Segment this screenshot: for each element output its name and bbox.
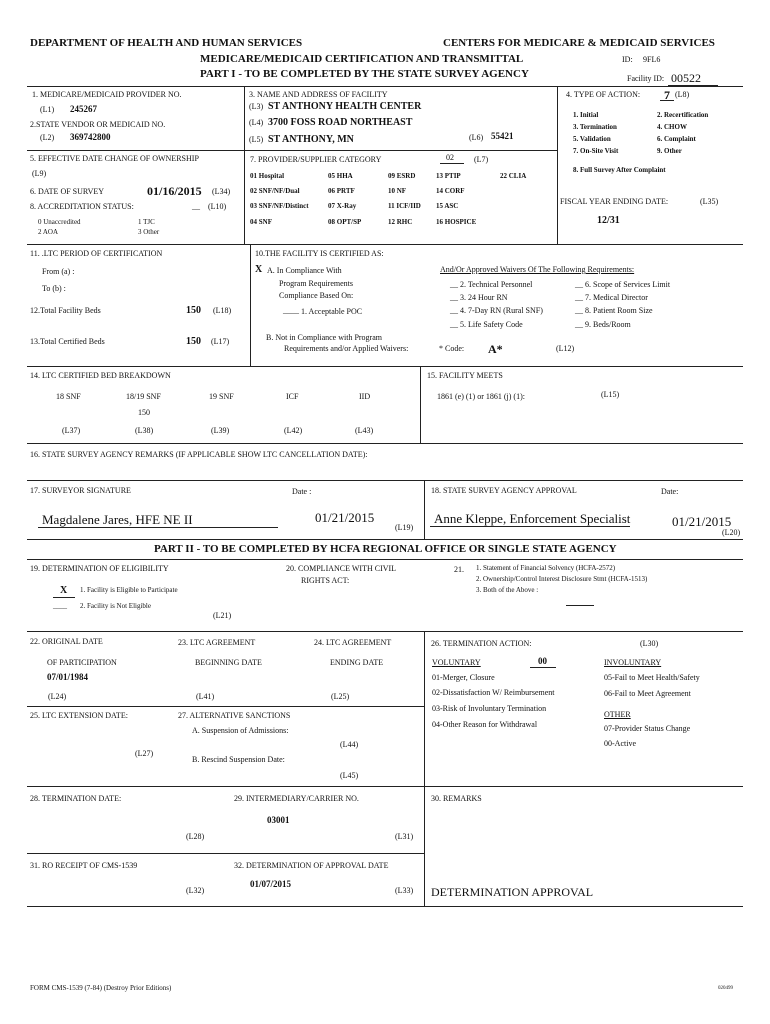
rescind-suspension-code: (L45) — [340, 771, 359, 780]
facility-city: ST ANTHONY, MN — [268, 134, 354, 145]
bed-col-code: (L37) — [62, 426, 81, 435]
surveyor-code: (L19) — [395, 523, 414, 532]
form-footer: FORM CMS-1539 (7-84) (Destroy Prior Editions) — [30, 984, 172, 992]
ltc-end-label: 24. LTC AGREEMENT — [314, 638, 392, 647]
acceptable-poc-label: 1. Acceptable POC — [301, 307, 363, 316]
action-option: 8. Full Survey After Complaint — [573, 166, 666, 174]
waiver-item: __ 4. 7-Day RN (Rural SNF) — [450, 306, 543, 315]
section-21-item: 2. Ownership/Control Interest Disclosure Stmt (HCFA-1513) — [476, 575, 648, 583]
waiver-item: __ 3. 24 Hour RN — [450, 293, 508, 302]
waiver-item: __ 9. Beds/Room — [575, 320, 631, 329]
not-eligible-option: 2. Facility is Not Eligible — [80, 602, 151, 610]
certified-beds-code: (L17) — [211, 337, 230, 346]
provider-category-value: 02 — [446, 153, 454, 162]
waiver-item: __ 7. Medical Director — [575, 293, 648, 302]
action-option: 7. On-Site Visit — [573, 147, 619, 155]
effective-date-label: 5. EFFECTIVE DATE CHANGE OF OWNERSHIP — [30, 154, 199, 163]
effective-date-code: (L9) — [32, 169, 47, 178]
ltc-extension-label: 25. LTC EXTENSION DATE: — [30, 711, 128, 720]
action-option: 1. Initial — [573, 111, 599, 119]
id-value: 9FL6 — [643, 55, 661, 64]
ltc-extension-code: (L27) — [135, 749, 154, 758]
agency-approval-code: (L20) — [722, 528, 741, 537]
remarks-label: 30. REMARKS — [431, 794, 482, 803]
fiscal-year-code: (L35) — [700, 197, 719, 206]
approval-date-label: 32. DETERMINATION OF APPROVAL DATE — [234, 861, 389, 870]
alternative-sanctions-label: 27. ALTERNATIVE SANCTIONS — [178, 711, 291, 720]
bed-18-19-value: 150 — [138, 408, 150, 417]
bed-col-code: (L43) — [355, 426, 374, 435]
category-option: 01 Hospital — [250, 172, 285, 180]
termination-action-label: 26. TERMINATION ACTION: — [431, 639, 532, 648]
section-21-label: 21. — [454, 565, 464, 574]
compliance-a-line3: Compliance Based On: — [279, 291, 354, 300]
suspension-admissions-code: (L44) — [340, 740, 359, 749]
l3-code: (L3) — [249, 102, 264, 111]
date-of-survey-code: (L34) — [212, 187, 231, 196]
certified-beds-label: 13.Total Certified Beds — [30, 337, 105, 346]
accreditation-blank: __ — [192, 202, 200, 211]
facility-meets-code: (L15) — [601, 390, 620, 399]
ltc-end-label-line2: ENDING DATE — [330, 658, 384, 667]
compliance-a-line2: Program Requirements — [279, 279, 353, 288]
determination-approval: DETERMINATION APPROVAL — [431, 885, 594, 899]
accreditation-code: (L10) — [208, 202, 227, 211]
fiscal-year-label: FISCAL YEAR ENDING DATE: — [560, 197, 669, 206]
approval-date-value: 01/07/2015 — [250, 879, 292, 889]
bed-col-head: 18 SNF — [56, 392, 81, 401]
action-option: 2. Recertification — [657, 111, 709, 119]
waivers-heading: And/Or Approved Waivers Of The Following Requirements: — [440, 265, 635, 274]
provider-category-code: (L7) — [474, 155, 489, 164]
state-remarks-label: 16. STATE SURVEY AGENCY REMARKS (IF APPLICABLE SHOW LTC CANCELLATION DATE): — [30, 450, 368, 459]
poc-blank: ____ — [283, 306, 299, 315]
voluntary-item: 04-Other Reason for Withdrawal — [432, 720, 538, 729]
voluntary-item: 02-Dissatisfaction W/ Reimbursement — [432, 688, 555, 697]
bed-col-head: IID — [359, 392, 371, 401]
civil-rights-label-line2: RIGHTS ACT: — [301, 576, 350, 585]
accreditation-option: 0 Unaccredited — [38, 218, 81, 226]
waiver-item: __ 2. Technical Personnel — [450, 280, 533, 289]
intermediary-code: (L31) — [395, 832, 414, 841]
part-one-title: PART I - TO BE COMPLETED BY THE STATE SURVEY AGENCY — [200, 68, 529, 80]
suspension-admissions-label: A. Suspension of Admissions: — [192, 726, 289, 735]
bed-col-code: (L39) — [211, 426, 230, 435]
surveyor-signature: Magdalene Jares, HFE NE II — [42, 512, 193, 527]
facility-zip: 55421 — [491, 131, 514, 141]
ltc-from-label: From (a) : — [42, 267, 75, 276]
certified-as-label: 10.THE FACILITY IS CERTIFIED AS: — [255, 249, 384, 258]
original-date-code: (L24) — [48, 692, 67, 701]
agency-approval-signature: Anne Kleppe, Enforcement Specialist — [434, 511, 631, 526]
action-option: 6. Complaint — [657, 135, 696, 143]
category-option: 07 X-Ray — [328, 202, 357, 210]
other-item: 07-Provider Status Change — [604, 724, 691, 733]
bed-col-head: 19 SNF — [209, 392, 234, 401]
ltc-to-label: To (b) : — [42, 284, 66, 293]
total-beds-code: (L18) — [213, 306, 232, 315]
accreditation-option: 3 Other — [138, 228, 160, 236]
vendor-no-code: (L2) — [40, 133, 55, 142]
category-option: 02 SNF/NF/Dual — [250, 187, 300, 195]
date-of-survey-label: 6. DATE OF SURVEY — [30, 187, 105, 196]
category-option: 22 CLIA — [500, 172, 527, 180]
noncompliance-b-label: B. Not in Compliance with Program — [266, 333, 382, 342]
provider-no-value: 245267 — [70, 104, 97, 114]
category-option: 06 PRTF — [328, 187, 355, 195]
l5-code: (L5) — [249, 135, 264, 144]
category-option: 13 PTIP — [436, 172, 461, 180]
voluntary-item: 03-Risk of Involuntary Termination — [432, 704, 547, 713]
provider-no-label: 1. MEDICARE/MEDICAID PROVIDER NO. — [32, 90, 182, 99]
bed-col-head: 18/19 SNF — [126, 392, 161, 401]
original-date-label: 22. ORIGINAL DATE — [30, 637, 103, 646]
facility-name-address-label: 3. NAME AND ADDRESS OF FACILITY — [249, 90, 388, 99]
code-label: * Code: — [439, 344, 465, 353]
original-date-label-line2: OF PARTICIPATION — [47, 658, 117, 667]
surveyor-date: 01/21/2015 — [315, 510, 375, 525]
date-of-survey-value: 01/16/2015 — [147, 184, 202, 198]
category-option: 03 SNF/NF/Distinct — [250, 202, 309, 210]
total-beds-label: 12.Total Facility Beds — [30, 306, 101, 315]
bed-col-head: ICF — [286, 392, 299, 401]
rescind-suspension-label: B. Rescind Suspension Date: — [192, 755, 285, 764]
id-label: ID: — [622, 55, 633, 64]
eligibility-label: 19. DETERMINATION OF ELIGIBILITY — [30, 564, 169, 573]
ltc-begin-label-line2: BEGINNING DATE — [195, 658, 262, 667]
form-title: MEDICARE/MEDICAID CERTIFICATION AND TRANSMITTAL — [200, 53, 524, 65]
category-option: 04 SNF — [250, 218, 272, 226]
type-of-action-label: 4. TYPE OF ACTION: — [566, 90, 641, 99]
vendor-no-label: 2.STATE VENDOR OR MEDICAID NO. — [30, 120, 166, 129]
agency-approval-date: 01/21/2015 — [672, 514, 732, 529]
eligible-checkmark: X — [60, 585, 68, 596]
termination-date-label: 28. TERMINATION DATE: — [30, 794, 122, 803]
l4-code: (L4) — [249, 118, 264, 127]
provider-category-label: 7. PROVIDER/SUPPLIER CATEGORY — [250, 155, 382, 164]
civil-rights-label: 20. COMPLIANCE WITH CIVIL — [286, 564, 397, 573]
part-two-title: PART II - TO BE COMPLETED BY HCFA REGIONAL OFFICE OR SINGLE STATE AGENCY — [154, 543, 617, 555]
type-of-action-code: (L8) — [675, 90, 690, 99]
intermediary-label: 29. INTERMEDIARY/CARRIER NO. — [234, 794, 359, 803]
vendor-no-value: 369742800 — [70, 132, 111, 142]
fiscal-year-value: 12/31 — [597, 215, 620, 226]
facility-id-label: Facility ID: — [627, 74, 665, 83]
involuntary-item: 06-Fail to Meet Agreement — [604, 689, 691, 698]
category-option: 15 ASC — [436, 202, 459, 210]
agency-approval-date-label: Date: — [661, 487, 679, 496]
original-date-value: 07/01/1984 — [47, 672, 89, 682]
other-item: 00-Active — [604, 739, 636, 748]
agency-approval-label: 18. STATE SURVEY AGENCY APPROVAL — [431, 486, 577, 495]
ro-receipt-code: (L32) — [186, 886, 205, 895]
ltc-begin-code: (L41) — [196, 692, 215, 701]
accreditation-option: 2 AOA — [38, 228, 59, 236]
waiver-item: __ 8. Patient Room Size — [575, 306, 653, 315]
bed-col-code: (L38) — [135, 426, 154, 435]
category-option: 12 RHC — [388, 218, 413, 226]
facility-meets-text: 1861 (e) (1) or 1861 (j) (1): — [437, 392, 525, 401]
department-title: DEPARTMENT OF HEALTH AND HUMAN SERVICES — [30, 37, 303, 49]
provider-no-code: (L1) — [40, 105, 55, 114]
other-heading: OTHER — [604, 710, 631, 719]
compliance-checkmark: X — [255, 264, 263, 275]
type-of-action-value: 7 — [664, 88, 670, 102]
voluntary-item: 01-Merger, Closure — [432, 673, 495, 682]
termination-date-code: (L28) — [186, 832, 205, 841]
category-option: 10 NF — [388, 187, 407, 195]
eligibility-code: (L21) — [213, 611, 232, 620]
involuntary-heading: INVOLUNTARY — [604, 658, 662, 667]
eligible-option: 1. Facility is Eligible to Participate — [80, 586, 178, 594]
compliance-a-label: A. In Compliance With — [267, 266, 342, 275]
category-option: 09 ESRD — [388, 172, 416, 180]
ltc-period-label: 11. .LTC PERIOD OF CERTIFICATION — [30, 249, 163, 258]
facility-meets-label: 15. FACILITY MEETS — [427, 371, 503, 380]
action-option: 5. Validation — [573, 135, 611, 143]
accreditation-label: 8. ACCREDITATION STATUS: — [30, 202, 134, 211]
form-number: 020499 — [718, 986, 733, 991]
code-ref: (L12) — [556, 344, 575, 353]
surveyor-date-label: Date : — [292, 487, 312, 496]
category-option: 08 OPT/SP — [328, 218, 362, 226]
bed-breakdown-label: 14. LTC CERTIFIED BED BREAKDOWN — [30, 371, 171, 380]
category-option: 14 CORF — [436, 187, 465, 195]
category-option: 11 ICF/IID — [388, 202, 421, 210]
l6-code: (L6) — [469, 133, 484, 142]
termination-action-code: (L30) — [640, 639, 659, 648]
category-option: 05 HHA — [328, 172, 353, 180]
voluntary-value: 00 — [538, 656, 547, 666]
category-option: 16 HOSPICE — [436, 218, 477, 226]
bed-col-code: (L42) — [284, 426, 303, 435]
accreditation-option: 1 TJC — [138, 218, 155, 226]
ltc-begin-label: 23. LTC AGREEMENT — [178, 638, 256, 647]
action-option: 4. CHOW — [657, 123, 687, 131]
action-option: 3. Termination — [573, 123, 617, 131]
ltc-end-code: (L25) — [331, 692, 350, 701]
certified-beds-value: 150 — [186, 336, 201, 347]
facility-address: 3700 FOSS ROAD NORTHEAST — [268, 117, 413, 128]
section-21-item: 1. Statement of Financial Solvency (HCFA-2572) — [476, 564, 616, 572]
waiver-item: __ 6. Scope of Services Limit — [575, 280, 671, 289]
code-value: A* — [488, 342, 503, 356]
facility-name: ST ANTHONY HEALTH CENTER — [268, 101, 422, 112]
noncompliance-b-line2: Requirements and/or Applied Waivers: — [284, 344, 409, 353]
facility-id-value: 00522 — [671, 71, 701, 85]
action-option: 9. Other — [657, 147, 682, 155]
agency-title: CENTERS FOR MEDICARE & MEDICAID SERVICES — [443, 37, 715, 49]
ro-receipt-label: 31. RO RECEIPT OF CMS-1539 — [30, 861, 138, 870]
total-beds-value: 150 — [186, 305, 201, 316]
approval-date-code: (L33) — [395, 886, 414, 895]
voluntary-heading: VOLUNTARY — [432, 658, 481, 667]
surveyor-signature-label: 17. SURVEYOR SIGNATURE — [30, 486, 131, 495]
intermediary-value: 03001 — [267, 815, 290, 825]
waiver-item: __ 5. Life Safety Code — [450, 320, 523, 329]
involuntary-item: 05-Fail to Meet Health/Safety — [604, 673, 700, 682]
section-21-item: 3. Both of the Above : — [476, 586, 539, 594]
not-eligible-blank: ____ — [53, 602, 67, 610]
